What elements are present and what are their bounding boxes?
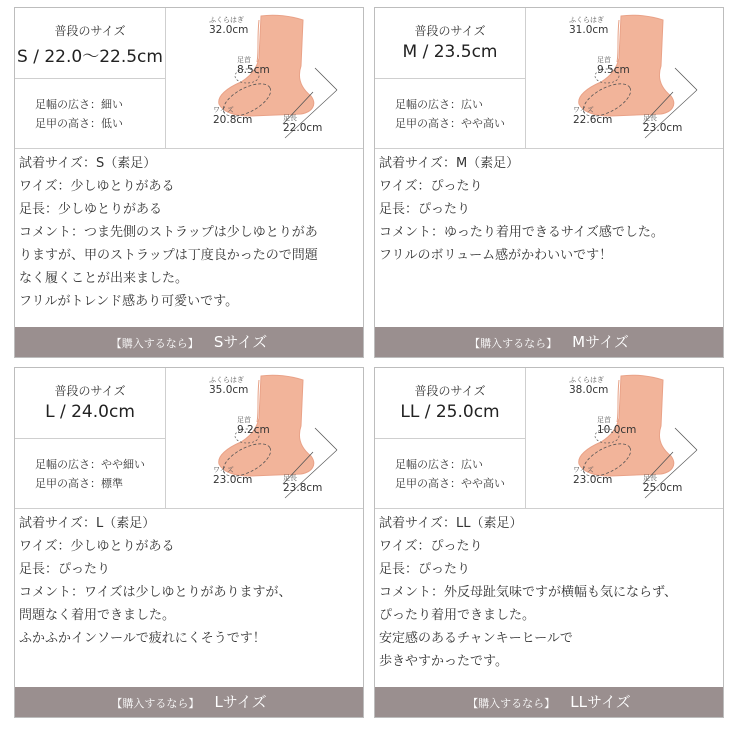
wise-value: 23.0cm bbox=[573, 474, 613, 486]
wise-measure bbox=[573, 106, 612, 126]
review-line: 足長：ぴったり bbox=[379, 562, 471, 577]
review-line: 試着サイズ：M（素足） bbox=[379, 156, 520, 171]
calf-value: 32.0cm bbox=[209, 24, 249, 36]
length-measure bbox=[643, 114, 682, 134]
wise-value: 20.8cm bbox=[213, 114, 253, 126]
divider bbox=[15, 78, 165, 79]
buy-prefix: 【購入するなら】 bbox=[110, 337, 199, 350]
buy-size-label: LLサイズ bbox=[570, 693, 631, 711]
usual-size-value: M / 23.5cm bbox=[402, 42, 498, 62]
calf-value: 35.0cm bbox=[209, 384, 249, 396]
wise-label: ワイズ bbox=[573, 106, 594, 114]
usual-size-box bbox=[375, 368, 526, 508]
ankle-measure bbox=[597, 56, 630, 76]
buy-prefix: 【購入するなら】 bbox=[111, 697, 200, 710]
buy-size-button[interactable] bbox=[375, 327, 723, 357]
ankle-measure bbox=[237, 56, 270, 76]
wise-label: ワイズ bbox=[213, 466, 234, 474]
size-review-card bbox=[374, 367, 724, 718]
wise-measure bbox=[573, 466, 612, 486]
usual-size-value: L / 24.0cm bbox=[45, 402, 135, 422]
foot-illustration-icon bbox=[525, 8, 725, 148]
ankle-value: 9.2cm bbox=[237, 424, 270, 436]
fitting-review bbox=[15, 509, 363, 650]
calf-measure bbox=[209, 376, 248, 396]
length-label: 足長 bbox=[643, 114, 657, 122]
foot-width-text: 足幅の広さ：やや細い bbox=[35, 458, 145, 471]
buy-size-label: Lサイズ bbox=[214, 693, 267, 711]
review-line: 足長：ぴったり bbox=[19, 562, 111, 577]
divider bbox=[375, 78, 525, 79]
review-line: ふかふかインソールで疲れにくそうです！ bbox=[19, 631, 266, 646]
foot-measurement-diagram bbox=[525, 368, 725, 508]
usual-size-label: 普段のサイズ bbox=[414, 384, 486, 398]
size-review-card bbox=[14, 367, 364, 718]
size-review-card bbox=[374, 7, 724, 358]
ankle-value: 9.5cm bbox=[597, 64, 630, 76]
calf-label: ふくらはぎ bbox=[569, 16, 604, 24]
size-info-section bbox=[375, 368, 723, 509]
review-line: ワイズ：少しゆとりがある bbox=[19, 539, 175, 554]
buy-size-button[interactable] bbox=[375, 687, 723, 717]
wise-measure bbox=[213, 106, 252, 126]
buy-prefix: 【購入するなら】 bbox=[469, 337, 558, 350]
review-line: ワイズ：ぴったり bbox=[379, 539, 483, 554]
calf-label: ふくらはぎ bbox=[209, 16, 244, 24]
review-line: コメント：ゆったり着用できるサイズ感でした。 bbox=[379, 225, 664, 240]
ankle-label: 足首 bbox=[237, 56, 251, 64]
length-measure bbox=[283, 114, 322, 134]
review-line: 足長：ぴったり bbox=[379, 202, 471, 217]
review-line: 歩きやすかったです。 bbox=[379, 654, 508, 669]
review-line: 試着サイズ：LL（素足） bbox=[379, 516, 523, 531]
instep-height-text: 足甲の高さ：低い bbox=[35, 117, 123, 130]
foot-illustration-icon bbox=[165, 8, 365, 148]
review-line: フリルがトレンド感あり可愛いです。 bbox=[19, 294, 239, 309]
wise-measure bbox=[213, 466, 252, 486]
foot-width-text: 足幅の広さ：広い bbox=[395, 458, 483, 471]
fitting-review bbox=[15, 149, 363, 313]
size-info-section bbox=[15, 368, 363, 509]
size-review-card bbox=[14, 7, 364, 358]
wise-value: 23.0cm bbox=[213, 474, 253, 486]
usual-size-label: 普段のサイズ bbox=[414, 24, 486, 38]
usual-size-box bbox=[15, 8, 166, 148]
length-value: 22.0cm bbox=[283, 122, 323, 134]
calf-measure bbox=[209, 16, 248, 36]
review-line: 試着サイズ：L（素足） bbox=[19, 516, 156, 531]
foot-illustration-icon bbox=[165, 368, 365, 508]
review-line: コメント：外反母趾気味ですが横幅も気にならず、 bbox=[379, 585, 677, 600]
usual-size-box bbox=[375, 8, 526, 148]
divider bbox=[15, 438, 165, 439]
instep-height-text: 足甲の高さ：標準 bbox=[35, 477, 123, 490]
calf-label: ふくらはぎ bbox=[209, 376, 244, 384]
ankle-value: 10.0cm bbox=[597, 424, 637, 436]
review-line: 問題なく着用できました。 bbox=[19, 608, 176, 623]
review-line: 試着サイズ：S（素足） bbox=[19, 156, 157, 171]
foot-illustration-icon bbox=[525, 368, 725, 508]
ankle-value: 8.5cm bbox=[237, 64, 270, 76]
calf-value: 31.0cm bbox=[569, 24, 609, 36]
fitting-review bbox=[375, 509, 723, 673]
review-line: 安定感のあるチャンキーヒールで bbox=[379, 631, 573, 646]
foot-measurement-diagram bbox=[165, 8, 365, 148]
size-info-section bbox=[375, 8, 723, 149]
length-value: 23.8cm bbox=[283, 482, 323, 494]
buy-size-label: Mサイズ bbox=[572, 333, 629, 351]
review-line: なく履くことが出来ました。 bbox=[19, 271, 189, 286]
calf-measure bbox=[569, 16, 608, 36]
length-label: 足長 bbox=[283, 474, 297, 482]
instep-height-text: 足甲の高さ：やや高い bbox=[395, 477, 505, 490]
foot-width-text: 足幅の広さ：広い bbox=[395, 98, 483, 111]
size-info-section bbox=[15, 8, 363, 149]
usual-size-label: 普段のサイズ bbox=[54, 384, 126, 398]
foot-measurement-diagram bbox=[165, 368, 365, 508]
review-line: ワイズ：ぴったり bbox=[379, 179, 483, 194]
calf-label: ふくらはぎ bbox=[569, 376, 604, 384]
fitting-review bbox=[375, 149, 723, 267]
ankle-measure bbox=[237, 416, 270, 436]
calf-measure bbox=[569, 376, 608, 396]
buy-size-button[interactable] bbox=[15, 327, 363, 357]
buy-prefix: 【購入するなら】 bbox=[467, 697, 556, 710]
review-line: りますが、甲のストラップは丁度良かったので問題 bbox=[19, 248, 318, 263]
length-value: 23.0cm bbox=[643, 122, 683, 134]
wise-label: ワイズ bbox=[573, 466, 594, 474]
length-measure bbox=[283, 474, 322, 494]
length-label: 足長 bbox=[643, 474, 657, 482]
review-line: コメント：ワイズは少しゆとりがありますが、 bbox=[19, 585, 292, 600]
review-line: 足長：少しゆとりがある bbox=[19, 202, 163, 217]
review-line: ぴったり着用できました。 bbox=[379, 608, 536, 623]
buy-size-label: Sサイズ bbox=[213, 333, 268, 351]
ankle-label: 足首 bbox=[597, 416, 611, 424]
foot-width-text: 足幅の広さ：細い bbox=[35, 98, 123, 111]
foot-measurement-diagram bbox=[525, 8, 725, 148]
usual-size-label: 普段のサイズ bbox=[54, 24, 126, 38]
ankle-label: 足首 bbox=[237, 416, 251, 424]
calf-value: 38.0cm bbox=[569, 384, 609, 396]
instep-height-text: 足甲の高さ：やや高い bbox=[395, 117, 505, 130]
wise-value: 22.6cm bbox=[573, 114, 613, 126]
review-line: ワイズ：少しゆとりがある bbox=[19, 179, 175, 194]
length-value: 25.0cm bbox=[643, 482, 683, 494]
length-label: 足長 bbox=[283, 114, 297, 122]
usual-size-box bbox=[15, 368, 166, 508]
ankle-label: 足首 bbox=[597, 56, 611, 64]
buy-size-button[interactable] bbox=[15, 687, 363, 717]
review-line: コメント：つま先側のストラップは少しゆとりがあ bbox=[19, 225, 318, 240]
usual-size-value: LL / 25.0cm bbox=[400, 402, 500, 422]
review-line: フリルのボリューム感がかわいいです！ bbox=[379, 248, 613, 263]
divider bbox=[375, 438, 525, 439]
length-measure bbox=[643, 474, 682, 494]
ankle-measure bbox=[597, 416, 636, 436]
wise-label: ワイズ bbox=[213, 106, 234, 114]
usual-size-value: S / 22.0〜22.5cm bbox=[17, 47, 163, 67]
